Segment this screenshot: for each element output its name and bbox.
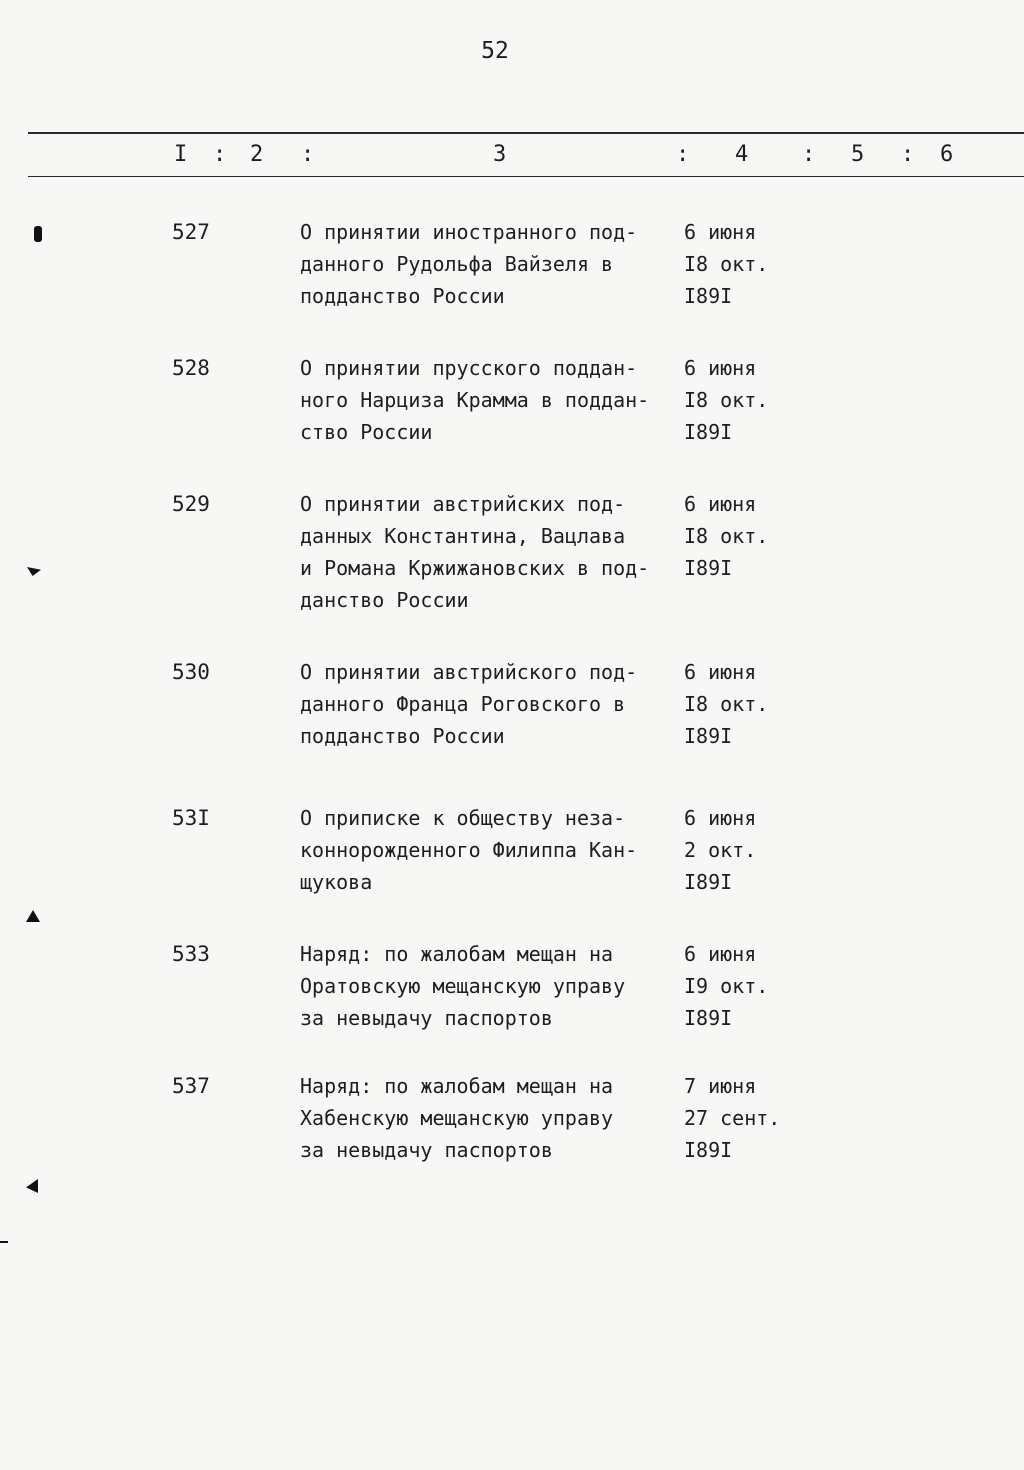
entry-description: Наряд: по жалобам мещан на Хабенскую мещанскую управу за невыдачу паспортов <box>300 1074 614 1162</box>
column-header-6: 6 <box>940 142 954 167</box>
entry-dates: 6 июня I8 окт. I89I <box>684 220 769 308</box>
entry-number: 528 <box>172 356 210 380</box>
column-header-2: 2 <box>250 142 264 167</box>
entry-description: О принятии австрийского под- данного Франца Роговского в подданство России <box>300 660 638 748</box>
entry-dates: 6 июня 2 окт. I89I <box>684 806 757 894</box>
column-separator: : <box>213 142 227 167</box>
column-header-1: I <box>174 142 188 167</box>
margin-mark <box>0 1241 8 1243</box>
column-separator: : <box>901 142 915 167</box>
entry-number: 530 <box>172 660 210 684</box>
entry-dates: 6 июня I8 окт. I89I <box>684 492 769 580</box>
entry-dates: 7 июня 27 сент. I89I <box>684 1074 781 1162</box>
entry-number: 527 <box>172 220 210 244</box>
punch-mark <box>26 910 40 922</box>
entry-number: 529 <box>172 492 210 516</box>
punch-mark <box>27 567 41 576</box>
entry-number: 537 <box>172 1074 210 1098</box>
header-bottom-rule <box>28 176 1024 177</box>
header-top-rule <box>28 132 1024 134</box>
column-separator: : <box>802 142 816 167</box>
entry-dates: 6 июня I8 окт. I89I <box>684 660 769 748</box>
column-header-row <box>0 142 1024 170</box>
entry-description: О принятии иностранного под- данного Рудольфа Вайзеля в подданство России <box>300 220 638 308</box>
entry-number: 53I <box>172 806 210 830</box>
column-header-3: 3 <box>493 142 507 167</box>
punch-mark <box>26 1179 38 1193</box>
punch-mark <box>34 226 42 242</box>
column-header-5: 5 <box>851 142 865 167</box>
column-separator: : <box>676 142 690 167</box>
entry-dates: 6 июня I9 окт. I89I <box>684 942 769 1030</box>
page-number: 52 <box>481 38 509 64</box>
column-separator: : <box>301 142 315 167</box>
entry-description: О принятии прусского поддан- ного Нарциза Крамма в поддан- ство России <box>300 356 650 444</box>
entry-description: Наряд: по жалобам мещан на Оратовскую мещанскую управу за невыдачу паспортов <box>300 942 626 1030</box>
entry-description: О приписке к обществу неза- коннорожденного Филиппа Кан- щукова <box>300 806 638 894</box>
entry-number: 533 <box>172 942 210 966</box>
column-header-4: 4 <box>735 142 749 167</box>
entry-dates: 6 июня I8 окт. I89I <box>684 356 769 444</box>
entry-description: О принятии австрийских под- данных Константина, Вацлава и Романа Кржижановских в под- данство России <box>300 492 650 612</box>
